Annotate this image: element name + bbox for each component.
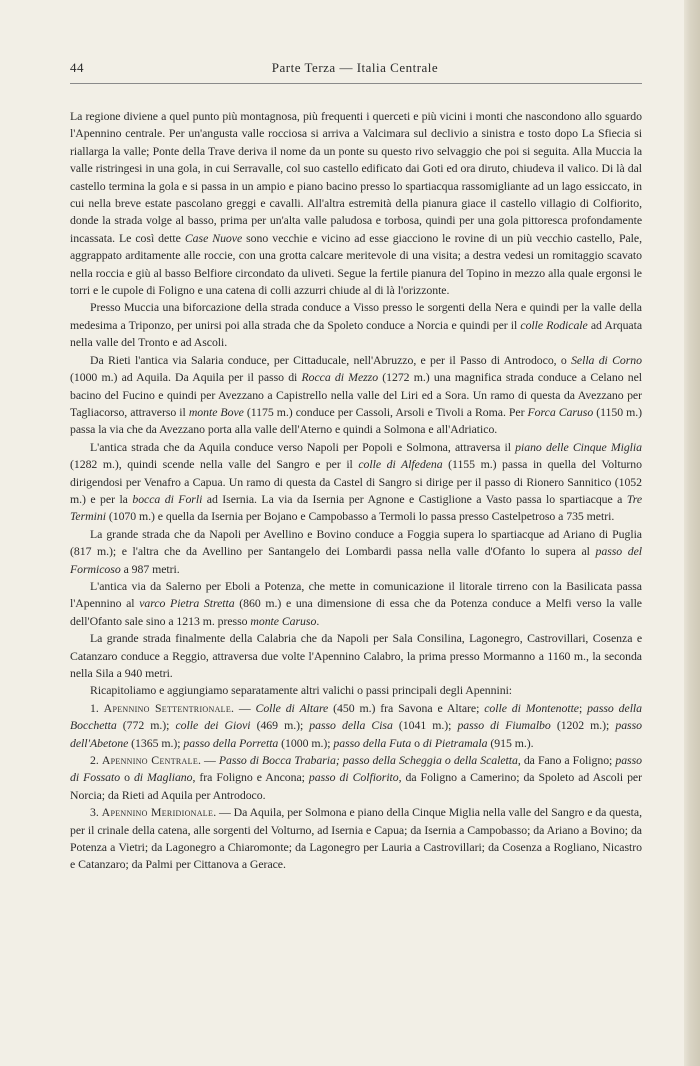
body-text bbox=[70, 108, 642, 874]
italic-run: passo di Colfiorito bbox=[308, 770, 399, 785]
text-run: L'antica strada che da Aquila conduce verso Napoli per Popoli e Solmona, attraversa il bbox=[90, 439, 516, 454]
text-run: La grande strada finalmente della Calabria che da Napoli per Sala Consilina, Lagonegro, Castrovillari, Cosenza e Catanzaro conduce a Reggio, attraversa due volte l'Apennino Calabro, la prima presso Mormanno a 1160 m., la seconda nella Sila a 940 metri. bbox=[70, 631, 642, 680]
paragraph bbox=[70, 439, 642, 526]
running-title: Parte Terza — Italia Centrale bbox=[271, 60, 439, 75]
text-run: . — bbox=[198, 753, 219, 768]
italic-run: Colle di Altare bbox=[255, 700, 329, 715]
paragraph bbox=[70, 299, 642, 351]
section-heading: Apennino Settentrionale bbox=[103, 700, 232, 715]
header-rule bbox=[70, 83, 642, 84]
text-run: L'antica via da Salerno per Eboli a Potenza, che mette in comunicazione il litorale tirreno con la Basilicata passa l'Apennino al bbox=[70, 578, 642, 611]
text-run: . bbox=[316, 613, 320, 628]
section-heading: Apennino Centrale bbox=[101, 753, 199, 768]
text-run: (469 m.); bbox=[250, 718, 310, 733]
italic-run: di Pietramala bbox=[422, 735, 488, 750]
text-run: (1150 m.) passa la via che da Avezzano porta alla valle dell'Aterno e quindi a Solmona e all'Adriatico. bbox=[70, 404, 642, 437]
italic-run: Rocca di Mezzo bbox=[301, 370, 379, 385]
text-run: o bbox=[411, 735, 423, 750]
paragraph bbox=[70, 352, 642, 439]
page-number: 44 bbox=[70, 60, 84, 75]
italic-run: di Magliano bbox=[133, 770, 193, 785]
italic-run: Passo di Bocca Trabaria; passo della Scheggia o della Scaletta bbox=[218, 753, 518, 768]
text-run: (772 m.); bbox=[116, 718, 176, 733]
text-run: sono vecchie e vicino ad esse giacciono le rovine di un più vecchio castello, Pale, aggrappato arditamente alle roccie, con una grotta calcare meritevole di una visita; a destra vedesi un romitaggio scavato nella roccia e giù al basso Belfiore circondato da uliveti. Segue la fertile pianura del Topino in mezzo alla quale ergonsi le torri e le cupole di Foligno e una catena di colli azzurri chiude al di là l'orizzonte. bbox=[70, 230, 642, 298]
text-run: ad Arquata nella valle del Tronto e ad Ascoli. bbox=[70, 317, 643, 350]
text-run: , da Foligno a Camerino; da Spoleto ad Ascoli per Norcia; da Rieti ad Aquila per Antrodoco. bbox=[70, 770, 642, 802]
italic-run: passo della Porretta bbox=[183, 735, 279, 750]
italic-run: passo di Fiumalbo bbox=[457, 718, 551, 733]
text-run: La regione diviene a quel punto più montagnosa, più frequenti i querceti e più vicini i monti che nascondono allo sguardo l'Apennino centrale. Per un'angusta valle rocciosa si arriva a Valcimara sul declivio a sinistra e tosto dopo La Sfiecia si riallarga la valle; Ponte della Trave deriva il nome da un ponte su questo rivo selvaggio che poi si seguita. Alla Muccia la valle ristringesi in una gola, in cui Serravalle, col suo castello edificato dai Goti ed ora diruto, chiudeva il valico. Di là dal castello termina la gola e si passa in un ampio e piano bacino presso lo spartiacqua rassomigliante ad un lago essiccato, in cui nella breve estate pascolano greggi e cavalli. All'altra estremità della pianura giace il castello villagio di Colfiorito, donde la strada volge al basso, prima per un'alta valle paludosa e torbosa, quindi per una gola pittoresca profondamente incassata. Le così dette bbox=[70, 109, 642, 245]
italic-run: monte Caruso bbox=[250, 613, 317, 628]
italic-run: Forca Caruso bbox=[527, 404, 594, 419]
text-run: (1365 m.); bbox=[128, 735, 184, 750]
text-run: (1175 m.) conduce per Cassoli, Arsoli e Tivoli a Roma. Per bbox=[243, 404, 528, 419]
text-run: ad Isernia. La via da Isernia per Agnone e Castiglione a Vasto passa lo spartiacque a bbox=[202, 491, 627, 506]
paragraph bbox=[70, 630, 642, 682]
italic-run: passo di Fossato bbox=[70, 753, 642, 785]
italic-run: varco Pietra Stretta bbox=[139, 596, 235, 611]
text-run: Ricapitoliamo e aggiungiamo separatamente altri valichi o passi principali degli Apennini: bbox=[90, 683, 513, 698]
text-run: ; bbox=[579, 700, 588, 715]
text-run: , fra Foligno e Ancona; bbox=[192, 770, 309, 785]
paragraph bbox=[70, 682, 642, 699]
text-run: . — bbox=[231, 700, 256, 715]
text-run: (860 m.) e una dimensione di essa che da Potenza conduce a Melfi verso la valle dell'Ofanto sale sino a 1213 m. presso bbox=[70, 596, 642, 628]
text-run: Da Rieti l'antica via Salaria conduce, per Cittaducale, nell'Abruzzo, e per il Passo di Antrodoco, o bbox=[90, 352, 572, 367]
text-run: 1. bbox=[90, 700, 104, 715]
list-item bbox=[70, 700, 642, 752]
text-run: (1041 m.); bbox=[392, 718, 458, 733]
text-run: (450 m.) fra Savona e Altare; bbox=[328, 700, 485, 715]
section-heading: Apennino Meridionale bbox=[101, 805, 214, 820]
italic-run: colle di Montenotte bbox=[484, 700, 579, 715]
text-run: (1272 m.) una magnifica strada conduce a Celano nel bacino del Fucino e quindi per Avezzano a Capistrello nella valle del Liri ed a Sora. Un ramo di questa da Avezzano per Tagliacorso, attraverso il bbox=[70, 370, 642, 419]
italic-run: colle dei Giovi bbox=[175, 718, 251, 733]
text-run: La grande strada che da Napoli per Avellino e Bovino conduce a Foggia supera lo spartiacque ad Ariano di Puglia (817 m.); e l'altra che da Avellino per Santangelo dei Lombardi passa nella valle d'Ofanto lo supera al bbox=[70, 526, 642, 559]
text-run: 3. bbox=[90, 805, 102, 820]
italic-run: piano delle Cinque Miglia bbox=[515, 439, 642, 454]
paragraph bbox=[70, 526, 642, 578]
text-run: , da Fano a Foligno; bbox=[517, 753, 616, 768]
list-item bbox=[70, 752, 642, 804]
italic-run: passo della Futa bbox=[333, 735, 412, 750]
text-run: (1155 m.) passa in quella del Volturno dirigendosi per Venafro a Capua. Un ramo di questa da Castel di Sangro si dirige per il passo di Rionero Sannitico (1052 m.) e per la bbox=[70, 457, 642, 506]
text-run: Presso Muccia una biforcazione della strada conduce a Visso presso le sorgenti della Nera e quindi per la valle della medesima a Triponzo, per unirsi poi alla strada che da Spoleto conduce a Norcia e quindi per il bbox=[70, 300, 642, 332]
text-run: (1070 m.) e quella da Isernia per Bojano e Campobasso a Termoli lo passa presso Castelpetroso a 735 metri. bbox=[105, 509, 615, 524]
text-run: (1000 m.); bbox=[278, 735, 334, 750]
paragraph bbox=[70, 578, 642, 630]
text-run: a 987 metri. bbox=[120, 561, 180, 576]
list-item bbox=[70, 804, 642, 874]
text-run: 2. bbox=[90, 753, 102, 768]
italic-run: colle Rodicale bbox=[520, 317, 588, 332]
text-run: o bbox=[120, 770, 134, 785]
italic-run: monte Bove bbox=[188, 404, 244, 419]
paragraph bbox=[70, 108, 642, 299]
italic-run: Tre Termini bbox=[70, 491, 643, 524]
italic-run: bocca di Forli bbox=[132, 491, 203, 506]
text-run: (1282 m.), quindi scende nella valle del Sangro e per il bbox=[70, 457, 359, 472]
italic-run: passo della Bocchetta bbox=[70, 700, 643, 733]
page-header bbox=[70, 60, 640, 78]
page-edge-shadow bbox=[684, 0, 700, 1066]
text-run: . — Da Aquila, per Solmona e piano della Cinque Miglia nella valle del Sangro e da questa, per il crinale della catena, alle sorgenti del Volturno, ad Isernia e Capua; da Isernia a Campobasso; da Ariano a Bovino; da Potenza a Vietri; da Lagonegro a Chiaromonte; da Lagonegro per Lauria a Castrovillari; da Cosenza a Rogliano, Nicastro e Catanzaro; da Palmi per Cittanova a Gerace. bbox=[70, 805, 642, 872]
italic-run: passo dell'Abetone bbox=[70, 718, 642, 750]
text-run: (1000 m.) ad Aquila. Da Aquila per il passo di bbox=[70, 370, 302, 385]
italic-run: colle di Alfedena bbox=[358, 457, 443, 472]
text-run: (1202 m.); bbox=[550, 718, 616, 733]
text-run: (915 m.). bbox=[487, 735, 534, 750]
italic-run: passo del Formicoso bbox=[70, 544, 642, 576]
italic-run: passo della Cisa bbox=[309, 718, 393, 733]
italic-run: Sella di Corno bbox=[571, 352, 643, 367]
italic-run: Case Nuove bbox=[184, 230, 243, 245]
